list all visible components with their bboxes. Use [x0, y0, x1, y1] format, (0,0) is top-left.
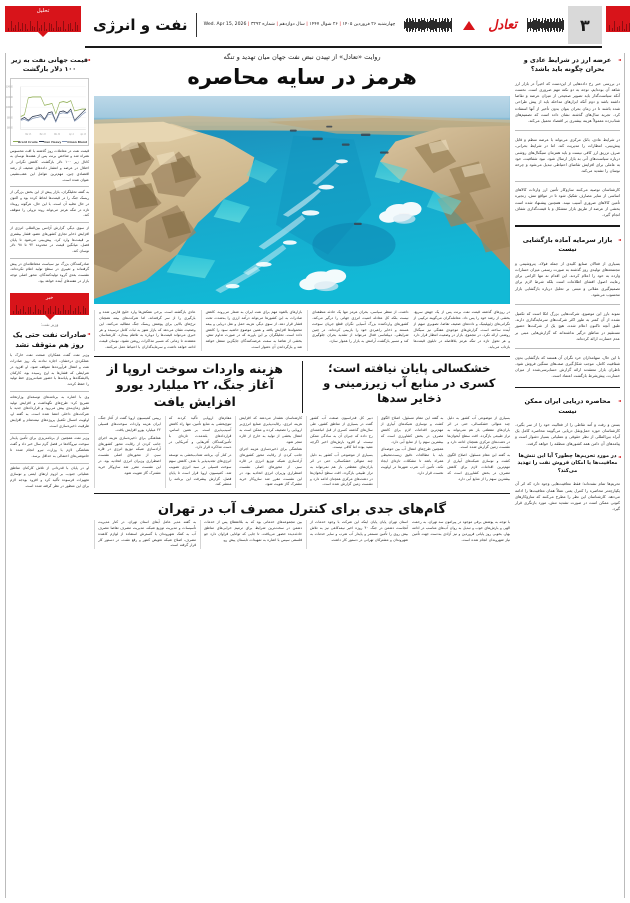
drought-p2: بسیاری از موضوعی آب کشور به دلیل چند متوالی خشکسالی، حتی در اثر باران‌های مقطعی باز هم نمی‌تواند به تراز طبیعی بازگردد. افت سطح آبخوان‌ها در دشت‌های مرکزی همچنان ادامه دارد و نشست زمین گزارش شده است.: [310, 453, 373, 487]
euro-col-1: [94, 416, 161, 488]
masthead-center: [85, 6, 602, 48]
euro-col-3: [235, 416, 302, 488]
story-euro-title: هزینه واردات سوخت اروپا از آغاز جنگ، ۲۲ میلیارد یورو افزایش یافت: [106, 360, 283, 409]
news-headline: ◄ صادرات نفت حتی یک روز هم متوقف نشد: [10, 330, 89, 350]
svg-text:6. Apr: 6. Apr: [69, 133, 74, 136]
lead-body-col-2: بازارهای بالقوه مهم برای نفت ایران به شمار می‌روند. کاهش صادرات به این کشورها می‌تواند درآمد ارزی را به‌شدت تحت فشار قرار دهد. از سوی دیگر، هزینه حمل و نقل دریایی و بیمه محموله‌ها افزایش یافته و همین موضوع حاشیه سود را کاهش داده است. تحلیلگران بر این باورند که در صورت تداوم تنش، بخشی از تقاضا به سمت عرضه‌کنندگان جایگزین منتقل خواهد شد و بازگرداندن آن دشوار است.: [201, 310, 302, 351]
divider-5: [10, 433, 89, 434]
svg-text:23. Mar: 23. Mar: [39, 133, 46, 136]
oil-price-chart: [5, 78, 89, 146]
svg-text:$100.00: $100.00: [5, 106, 13, 109]
news-body-3: وزیر نفت همچنین از برنامه‌ریزی برای تأمین پایدار سوخت نیروگاه‌ها در فصل گرم سال خبر داد و گفت هماهنگی لازم با وزارت نیرو انجام شده تا خاموشی‌های احتمالی به حداقل برسد.: [10, 436, 90, 458]
dateline-issue: شماره ۳۲۹۲: [250, 21, 275, 27]
news-sidebar-article: [10, 293, 89, 490]
bottom-story-tehran-water: [94, 493, 510, 549]
hero-photo-svg: [94, 96, 510, 304]
lead-headline: هرمز در سایه محاصره: [187, 65, 417, 89]
left-head-2: ◄ بازار سرمایه آماده بازگشایی نیست: [515, 236, 620, 255]
drought-p1: دبیر کل فدراسیون صنعت آب کشور گفت در بسیاری از مناطق کشور، طی سال‌های گذشته کسری از قبل انباشته‌ای رخ داده که جبران آن به سادگی ممکن نیست. او افزود بارش‌های اخیر اگرچه مفید بوده اما کافی نیست.: [310, 416, 373, 450]
divider-4: [10, 391, 89, 392]
analysis-badge-label: تحلیل: [36, 8, 50, 14]
lead-body-columns: [94, 310, 510, 351]
headline-divider: [302, 361, 303, 414]
drought-p4: همچنین طرح‌های انتقال آب بین حوضه‌ای باید با مطالعات دقیق زیست‌محیطی همراه باشد تا مشکلات تازه‌ای ایجاد نکند. تأمین آب شرب شهرها در اولویت نخست قرار دارد.: [380, 447, 444, 475]
drought-col-2: [377, 416, 444, 488]
news-eyebrow: وزیر نفت:: [40, 321, 59, 327]
mid-story-headlines: [94, 361, 510, 414]
masthead-ticks-decoration: [404, 17, 452, 33]
right-sidebar: [5, 53, 89, 898]
euro-p3: در کنار آن، برنامه شتاب‌بخشی به توسعه انرژی‌های تجدیدپذیر با هدف کاهش سهم سوخت فسیلی در سبد انرژی تصویب شد. کمیسیون اروپا قرار است تا پایان فصل، گزارش پیشرفت این برنامه را منتشر کند.: [168, 453, 232, 487]
euro-col-2: [165, 416, 232, 488]
left-text-2: در شرایط عادی، بانک مرکزی می‌تواند با عرضه منظم و قابل پیش‌بینی، انتظارات را مدیریت کند. اما در شرایط بحرانی، صرف تزریق ارز کافی نیست و باید همزمان سیگنال‌های روشنی درباره سیاست‌های آتی به بازار ارسال شود. نبود شفافیت، خود به عاملی برای افزایش تقاضای احتیاطی تبدیل می‌شود و چرخه نوسان را تشدید می‌کند.: [515, 137, 620, 174]
badge-bars-decoration-2: [609, 20, 630, 31]
chart-legend: [12, 139, 87, 144]
divider-2: [10, 222, 89, 223]
left-divider-bold-2: [515, 387, 620, 389]
story-drought: [309, 361, 510, 414]
svg-text:30. Mar: 30. Mar: [54, 133, 60, 136]
news-body-1: وزیر نفت گفت همکاران صنعت نفت خارک با عملکردی درخشان، اجازه ندادند یک روز صادرات نفت و انتقال فرآورده‌ها متوقف شود. او افزود در شرایطی که فشارها به اوج رسیده بود، کارکنان پالایشگاه‌ها و پایانه‌ها با حضور شبانه‌روزی خط تولید را حفظ کردند.: [10, 353, 90, 387]
story-drought-title: خشکسالی پایان نیافته است؛ کسری در منابع آب زیرزمینی و ذخایر سدها: [323, 360, 496, 406]
tehran-p2: بین مجموعه‌های خدماتی بود که به بلاانقطاع پس از خدمات دشمن در سخت‌ترین شرایط برای ترمیم خرابی‌های مناطق حادثه‌دیده حضور می‌یافت. تا جایی که توانایی فراوان دارد جو فلسفی سپس با اشاره به تمهیدات تابستان پیش رو.: [200, 520, 302, 549]
left-text-5: نمونه بارز این موضوع، شرکت‌هایی بزرگ اتکا است که تکمیل نشده از آن کمتر به طور اکثر شرکت‌های سرمایه‌گذاری دارند. طبق آنچه تاکنون اعلام شده، هیچ یک از شرکت‌ها حضور مستقیم در مناطق درگیر نداشته‌اند که گزارش‌هایی مبنی بر عدم خسارت ارائه کرده‌اند.: [515, 310, 620, 341]
left-divider-bold-1: [515, 225, 620, 227]
dateline-hijri: ۲۶ شوال ۱۴۴۷: [309, 21, 338, 27]
left-divider-1: [515, 130, 620, 131]
drought-p3-cont: به گفته این مقام مسئول، اصلاح الگوی کشت و نوسازی شبکه‌های آبیاری از مهم‌ترین اقدامات لازم برای کاهش مصرف در بخش کشاورزی است که بیشترین سهم را از منابع آبی دارد.: [447, 453, 511, 481]
triangle-icon: [463, 21, 475, 30]
mid-stories: [94, 356, 510, 488]
tehran-body-columns: [94, 520, 510, 549]
svg-text:15. Mar: 15. Mar: [25, 133, 32, 136]
analysis-body-2: به گفته تحلیلگران، بازار پیش از این بخش بزرگی از ریسک جنگ را در قیمت‌ها لحاظ کرده بود و اکنون در حال تخلیه آن است. با این حال، هرگونه رویداد تازه در تنگه هرمز می‌تواند روند نزولی را متوقف کند.: [10, 190, 90, 218]
drought-p3: به گفته این مقام مسئول، اصلاح الگوی کشت و نوسازی شبکه‌های آبیاری از مهم‌ترین اقدامات لازم برای کاهش مصرف در بخش کشاورزی است که بیشترین سهم را از منابع آبی دارد.: [380, 416, 444, 444]
main-column: [94, 53, 510, 898]
tehran-p1: به گفته مدیر عامل آبفای استان تهران، در کنار مدیریت تأسیسات و مدیریت توزیع شبکه، مدیریت مصرف تقاضا مصرف آب به کمک شهروندان با گسترش استفاده از لوازم کاهنده مصرف، اصلاح شبکه تعویض کنتور و رفع نشت، در دستور کار قرار گرفته است.: [94, 520, 196, 549]
badge-caret-icon: [38, 32, 48, 37]
dateline-en: Wed. Apr 15, 2026: [203, 21, 247, 27]
section-title: نفت و انرژی: [93, 16, 188, 34]
news-badge-caret-icon: [45, 315, 55, 320]
left-head-4: ◄ در مورد تحریم‌ها چطور؟ آیا این تنش‌ها معافیت‌ها یا امکان فروش نفت را تهدید می‌کند؟: [515, 453, 620, 476]
left-divider-2: [515, 181, 620, 182]
news-badge-bar: [10, 293, 89, 315]
dateline-fa: چهارشنبه ۲۶ فروردین ۱۴۰۵: [342, 21, 396, 27]
svg-text:$120.00: $120.00: [5, 96, 13, 99]
drought-col-1: [306, 416, 373, 488]
dateline: چهارشنبه ۲۶ فروردین ۱۴۰۵|۲۶ شوال ۱۴۴۷|سال دوازدهم|شماره ۳۲۹۲|Wed. Apr 15, 2026: [203, 21, 396, 27]
analysis-badge-bar: [5, 6, 81, 32]
euro-p1-cont: هماهنگی برای ذخیره‌سازی هزینه اجرای جانب کردن از رقابت محور کشورهای آزادسازی شبکه توزیع انرژی در قاره سبز، از محورهای اصلی نشست اضطراری وزیران انرژی اتحادیه بود. در این نشست مقرر شد سازوکار خرید مشترک گاز تقویت شود.: [239, 447, 303, 487]
hero-photo-strait-of-hormuz: [94, 96, 510, 304]
masthead: [5, 6, 625, 48]
euro-p2: مقام‌های اروپایی تأکید کردند که تنوع‌بخشی به منابع تأمین، تنها راه کاهش آسیب‌پذیری است. بر همین اساس، قراردادهای بلندمدت تازه‌ای با تأمین‌کنندگان آفریقایی و آمریکایی در دست مذاکره قرار دارد.: [168, 416, 232, 450]
page-number: ۳: [568, 6, 602, 44]
drought-col-3: [447, 416, 510, 488]
analysis-body-3: از سوی دیگر، گزارش آژانس بین‌المللی انرژی از افزایش ذخایر تجاری کشورهای عضو، فشار بیشتری بر قیمت‌ها وارد کرد. پیش‌بینی می‌شود تا پایان فصل، میانگین قیمت در محدوده ۹۲ تا ۹۸ دلار نوسان کند.: [10, 225, 90, 254]
euro-p4: کارشناسان هشدار می‌دهند که افزایش هزینه انرژی، رقابت‌پذیری صنایع انرژی‌بر اروپایی را تضعیف کرده و ممکن است به انتقال بخشی از تولید به خارج از قاره منجر شود.: [239, 416, 303, 444]
dateline-year: سال دوازدهم: [279, 21, 305, 27]
analysis-headline: ◄ قیمت جهانی نفت به زیر ۱۰۰ دلار بازگشت: [10, 56, 89, 75]
story-tehran-title: گام‌های جدی برای کنترل مصرف آب در تهران: [158, 502, 447, 518]
left-text-7: بستن و رفت و آمد تقاطی را از فعالیت خود را از سر بگیرد. کارشناسان حوزه حمل‌ونقل دریایی می‌گویند محاصره کامل یک آبراه بین‌المللی از نظر حقوقی و عملیاتی بسیار دشوار است و پیامدهای آن دامن همه کشورهای منطقه را خواهد گرفت.: [515, 421, 620, 446]
lead-body-col-4: در روزهای گذشته قیمت نفت برنت پس از یک جهش سریع، بخشی از رشد خود را پس داد. معامله‌گران می‌گویند ترکیبی از نگرانی‌های ژئوپلیتیک و داده‌های ضعیف تقاضا، تصویری مبهم از آینده ساخته است. گزارش‌های موجودی هفتگی نیز سیگنال روشنی ارائه نکرد. در مجموع، بازار در وضعیت انتظار قرار دارد و هر تحول تازه در تنگه هرمز بلافاصله در تابلوی قیمت‌ها بازتاب می‌یابد.: [413, 310, 511, 350]
left-text-3: کارشناسان توصیه می‌کنند سازوکار تأمین ارز واردات کالاهای اساسی از سایر مصارف تفکیک شود تا در مواقع تنش، زنجیره تأمین کالاهای ضروری آسیب نبیند. همچنین پیشنهاد شده است بخشی از عرضه از طریق بازار متشکل و با قیمت‌گذاری شفاف انجام گیرد.: [515, 187, 620, 218]
left-text-4: بسیاری از فعالان صنایع کلیدی از جمله فولاد، پتروشیمی و مجتمعه‌های تولیدی روز گذشته به صورت رسمی میزان خسارات وارده به خود را اعلام کردند. این اقدام نه تنها الزامی برای رعایت اصول افشای اطلاعات است بلکه شرط لازم برای تصمیم‌گیری عقلانی و مبتنی بر تحلیل درباره بازگشایی بازار محسوب می‌شود.: [515, 260, 620, 297]
svg-text:13. Apr: 13. Apr: [80, 133, 87, 136]
left-divider-3: [515, 304, 620, 305]
newspaper-logo: تعادل: [487, 16, 518, 34]
story-euro: [94, 361, 295, 414]
page-body: [5, 53, 625, 898]
svg-text:$80.00: $80.00: [6, 116, 13, 120]
analysis-body-4: صادرکنندگان بزرگ نیز سیاست محتاطانه‌ای در پیش گرفته‌اند و تغییری در سطح تولید اعلام نکرده‌اند. نشست بعدی گروه تولیدکنندگان، محور اصلی توجه بازار در هفته‌های آینده خواهد بود.: [10, 261, 90, 284]
left-sidebar: [515, 53, 625, 898]
left-text-1: در بررسی خبر رخ داده‌هایی از این‌دست که اخیراً در بازار ارز شاهد آن بوده‌ایم، توجه به دو نکته مهم ضروری است. نخست آنکه سیاست‌گذار باید تصویر صحیحی از میزان عرضه و تقاضا داشته باشد و دوم آنکه ابزارهای مداخله باید از پیش طراحی شده باشند تا در زمان بحران بتوان بدون تأخیر از آنها استفاده کرد. تجربه سال‌های گذشته نشان داده است که تصمیم‌های شتاب‌زده معمولاً هزینه بیشتری بر اقتصاد تحمیل می‌کند.: [515, 80, 620, 124]
masthead-divider: [196, 13, 197, 37]
legend-item-oman: Oman Blend: [61, 140, 87, 144]
left-text-8: تحریم‌ها تمام نشده‌اند؛ فقط معافیت‌هایی وجود دارد که اثر آن یکپارچه‌تر محاصره را کنترل یعنی عملاً همان معافیت‌ها را ادامه می‌دهد. کارشناسان این نظر را مطرح می‌کنند که سازوکارهای کنونی ممکن است در صورت تشدید تنش، مورد بازنگری قرار گیرد.: [515, 481, 620, 512]
left-head-3: ◄ محاصره دریایی ایران ممکن نیست: [515, 397, 620, 416]
divider: [10, 186, 89, 187]
news-body-2: وی با اشاره به برنامه‌های توسعه‌ای وزارتخانه تصریح کرد: طرح‌های نگهداشت و افزایش تولید طبق زمان‌بندی پیش می‌رود و قراردادهای جدید با شرکت‌های داخلی امضا شده است. به گفته او، اولویت امسال تکمیل پروژه‌های نیمه‌تمام و افزایش ظرفیت ذخیره‌سازی است.: [10, 394, 90, 428]
left-head-1: ◄ عرضه ارز در شرایط عادی و بحران چگونه باید باشد؟: [515, 56, 620, 75]
drought-p2-cont: بسیاری از موضوعی آب کشور به دلیل چند متوالی خشکسالی، حتی در اثر باران‌های مقطعی باز هم نمی‌تواند به تراز طبیعی بازگردد. افت سطح آبخوان‌ها در دشت‌های مرکزی همچنان ادامه دارد و نشست زمین گزارش شده است.: [447, 416, 511, 450]
tehran-p4: با توجه به پوشش برفی موجود در پیرامون سد تهران، به رحمت الهی و بارش‌های خوب و تبدیل به روان آب‌های مناسب در ادامه بهار، بخوبی روز پایانی فروردین و نیز آزادی به‌دست جهت تأمین نیاز شهروندان انجام شده است.: [412, 520, 511, 542]
divider-3: [10, 258, 89, 259]
news-body-4: او در پایان با قدردانی از تلاش کارکنان مناطق عملیاتی جنوب، بر لزوم ارتقای ایمنی و نوسازی تجهیزات فرسوده تأکید کرد و افزود بودجه لازم برای این منظور در نظر گرفته شده است.: [10, 466, 90, 488]
masthead-analysis-badge: [5, 6, 81, 48]
legend-item-iran-heavy: Iran Heavy: [38, 140, 62, 144]
news-badge-label: خبر: [45, 294, 54, 301]
tehran-p3: استان تهران پایان پایان اینکه این شرکت با وجود خدمات از آنجاست دشمن در جنگ ۴۰ روزه اخیر نیمه‌کاهی نیز به تلاش بیش روی را تأمین مستمر و پایدار آب شرب و سایر خدمات به شهروندان و مشترکان تهرانی در دستور کار داشت.: [306, 520, 408, 549]
news-section-badge: [10, 293, 89, 320]
lead-body-col-1: عادی بازگشته است. برخی نفتکش‌ها وارد خلیج فارس شده و بارگیری را از سر گرفته‌اند، اما شرکت‌های بیمه همچنان نرخ‌های بالایی برای پوشش ریسک جنگ مطالبه می‌کنند. این وضعیت نشان می‌دهد که بازار هنوز به ثبات کامل نرسیده و هر خبری می‌تواند قیمت‌ها را دوباره به تلاطم بیندازد. کارشناسان معتقدند تا زمانی که مسیر مذاکرات روشن نشود، نوسان قیمت ادامه خواهد داشت و سرمایه‌گذاران با احتیاط عمل می‌کنند.: [94, 310, 195, 351]
lead-kicker: روایت «تعادل» از تپیدن نبض نفت جهان میان تهدید و تنگه: [223, 53, 381, 61]
euro-p1: هماهنگی برای ذخیره‌سازی هزینه اجرای جانب کردن از رقابت محور کشورهای آزادسازی شبکه توزیع انرژی در قاره سبز، از محورهای اصلی نشست اضطراری وزیران انرژی اتحادیه بود. در این نشست مقرر شد سازوکار خرید مشترک گاز تقویت شود.: [98, 435, 161, 475]
analysis-sidebar-article: [5, 53, 90, 285]
left-text-6: با این حال، سهامداران خرد نگران آن هستند که بازگشایی بدون شفافیت کامل، موجب شکل‌گیری صف‌های سنگین فروش شود. ناظران بازار معتقدند ارائه گزارش حسابرسی‌شده از میزان خسارت، پیش‌شرط بازگشت اعتماد است.: [515, 354, 620, 379]
lead-body-col-3: داشت. از منظر سیاسی، بحران هرمز تنها یک حادثه منطقه‌ای نیست بلکه کل معادله امنیت انرژی جهانی را درگیر می‌کند. کشورهای واردکننده بزرگ آسیایی نگران قطع جریان سوخت هستند و ذخایر راهبردی خود را بازبینی کرده‌اند. در چنین شرایطی، دیپلماسی فعال می‌تواند از تشدید بحران جلوگیری کند و مسیر بازگشت آرامش به بازار را هموار سازد.: [307, 310, 408, 351]
oil-price-chart-svg: [5, 81, 87, 139]
svg-text:$140.00: $140.00: [5, 85, 13, 89]
badge-bars-decoration: [8, 20, 78, 31]
svg-text:$60.00: $60.00: [6, 127, 13, 130]
divider-6: [10, 463, 89, 464]
mid-story-body-columns: [94, 416, 510, 488]
continued-badge-bar: [606, 6, 630, 32]
analysis-body-1: قیمت نفت در معاملات روز گذشته با افت محسوس همراه شد و شاخص برنت پس از هفته‌ها نوسان به کانال زیر ۱۰۰ دلار بازگشت. کاهش نگرانی از اختلال در عرضه و انتشار داده‌های ضعیف از رشد اقتصادی چین، مهم‌ترین عوامل این عقب‌نشینی عنوان شده است.: [10, 148, 90, 182]
legend-item-brent: Brent Crude: [12, 140, 38, 144]
euro-intro: رییس کمیسیون اروپا گفت از آغاز جنگ، ایران هزینه واردات سوخت‌های فسیلی ۲۲ میلیارد یورو افزایش یافت.: [98, 416, 161, 432]
masthead-continued-badge: [606, 6, 630, 48]
left-divider-4: [515, 348, 620, 349]
news-badge-bars: [13, 303, 86, 314]
masthead-ticks-decoration-2: [527, 17, 564, 33]
